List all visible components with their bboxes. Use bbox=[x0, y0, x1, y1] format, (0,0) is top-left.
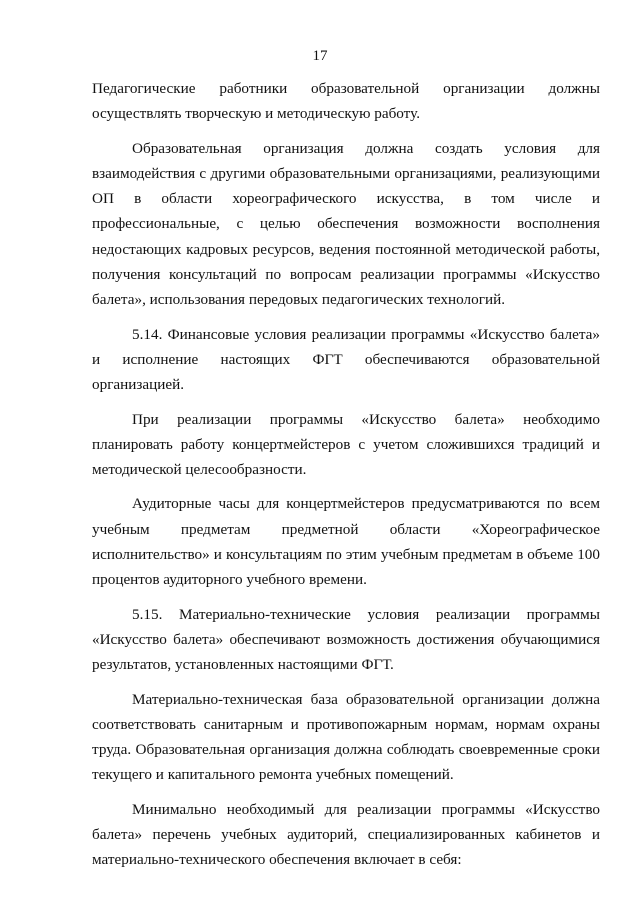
paragraph-6: 5.15. Материально-технические условия реализации программы «Искусство балета» обеспечивают возможность достижения обучающимися результатов, установленных настоящими ФГТ. bbox=[92, 605, 600, 674]
paragraph-8: Минимально необходимый для реализации программы «Искусство балета» перечень учебных аудиторий, специализированных кабинетов и материально-технического обеспечения включает в себя: bbox=[92, 800, 600, 869]
document-body bbox=[92, 76, 600, 882]
paragraph-4: При реализации программы «Искусство балета» необходимо планировать работу концертмейстеров с учетом сложившихся традиций и методической целесообразности. bbox=[92, 410, 600, 479]
paragraph-2: Образовательная организация должна создать условия для взаимодействия с другими образовательными организациями, реализующими ОП в области хореографического искусства, в том числе и профессиональные, с целью обеспечения возможности восполнения недостающих кадровых ресурсов, ведения постоянной методической работы, получения консультаций по вопросам реализации программы «Искусство балета», использования передовых педагогических технологий. bbox=[92, 139, 600, 309]
paragraph-3: 5.14. Финансовые условия реализации программы «Искусство балета» и исполнение настоящих ФГТ обеспечиваются образовательной организацией. bbox=[92, 325, 600, 394]
paragraph-5: Аудиторные часы для концертмейстеров предусматриваются по всем учебным предметам предметной области «Хореографическое исполнительство» и консультациям по этим учебным предметам в объеме 100 процентов аудиторного учебного времени. bbox=[92, 495, 600, 589]
paragraph-7: Материально-техническая база образовательной организации должна соответствовать санитарным и противопожарным нормам, нормам охраны труда. Образовательная организация должна соблюдать своевременные сроки текущего и капитального ремонта учебных помещений. bbox=[92, 690, 600, 784]
paragraph-1: Педагогические работники образовательной организации должны осуществлять творческую и методическую работу. bbox=[92, 80, 600, 123]
page-number: 17 bbox=[312, 48, 328, 64]
